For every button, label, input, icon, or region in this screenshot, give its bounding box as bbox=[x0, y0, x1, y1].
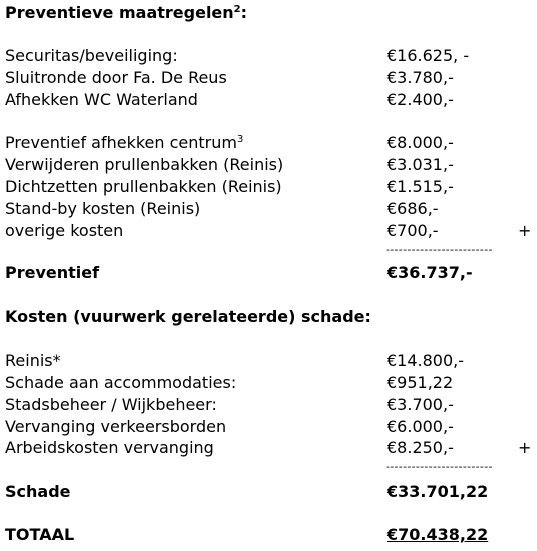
sum-separator: ------------------------- bbox=[386, 460, 493, 473]
cost-amount: €700,- bbox=[387, 221, 439, 240]
subtotal-label: Schade bbox=[5, 482, 71, 501]
cost-amount: €3.700,- bbox=[387, 395, 454, 414]
plus-sign: + bbox=[518, 221, 532, 240]
cost-row bbox=[5, 45, 535, 67]
cost-row bbox=[5, 220, 535, 242]
sum-separator: ------------------------- bbox=[386, 243, 493, 256]
plus-sign: + bbox=[518, 438, 532, 457]
subtotal-row-preventive bbox=[5, 262, 535, 284]
cost-row bbox=[5, 416, 535, 438]
cost-label: Afhekken WC Waterland bbox=[5, 90, 198, 109]
cost-amount: €14.800,- bbox=[387, 351, 465, 370]
cost-label: Vervanging verkeersborden bbox=[5, 417, 227, 436]
footnote-marker: 3 bbox=[236, 134, 244, 145]
cost-row bbox=[5, 437, 535, 459]
cost-amount: €1.515,- bbox=[387, 177, 454, 196]
section-damage-title: Kosten (vuurwerk gerelateerde) schade: bbox=[5, 307, 371, 326]
subtotal-label: Preventief bbox=[5, 263, 100, 282]
cost-row bbox=[5, 89, 535, 111]
cost-amount: €16.625, - bbox=[387, 46, 470, 65]
section-preventive-title: Preventieve maatregelen$^2$: bbox=[5, 3, 248, 22]
cost-amount: €8.000,- bbox=[387, 133, 454, 152]
cost-label: Dichtzetten prullenbakken (Reinis) bbox=[5, 177, 282, 196]
cost-label: Verwijderen prullenbakken (Reinis) bbox=[5, 155, 284, 174]
cost-label: overige kosten bbox=[5, 221, 124, 240]
cost-label: Stadsbeheer / Wijkbeheer: bbox=[5, 395, 217, 414]
cost-amount: €6.000,- bbox=[387, 417, 454, 436]
subtotal-amount: €33.701,22 bbox=[387, 482, 489, 501]
cost-amount: €3.780,- bbox=[387, 68, 454, 87]
cost-row bbox=[5, 67, 535, 89]
cost-amount: €8.250,- bbox=[387, 438, 454, 457]
cost-row bbox=[5, 176, 535, 198]
cost-label: Arbeidskosten vervanging bbox=[5, 438, 214, 457]
cost-row bbox=[5, 350, 535, 372]
total-amount: €70.438,22 bbox=[387, 525, 489, 544]
cost-amount: €951,22 bbox=[387, 373, 454, 392]
subtotal-amount: €36.737,- bbox=[387, 263, 473, 282]
cost-row bbox=[5, 394, 535, 416]
total-label: TOTAAL bbox=[5, 525, 75, 544]
cost-label: Schade aan accommodaties: bbox=[5, 373, 237, 392]
cost-amount: €3.031,- bbox=[387, 155, 454, 174]
cost-row bbox=[5, 198, 535, 220]
cost-label: Sluitronde door Fa. De Reus bbox=[5, 68, 227, 87]
cost-label: Reinis* bbox=[5, 351, 61, 370]
cost-row bbox=[5, 372, 535, 394]
cost-row bbox=[5, 132, 535, 154]
cost-label: Securitas/beveiliging: bbox=[5, 46, 178, 65]
cost-row bbox=[5, 154, 535, 176]
total-row bbox=[5, 524, 535, 546]
cost-amount: €2.400,- bbox=[387, 90, 454, 109]
cost-label: Preventief afhekken centrum bbox=[5, 133, 237, 152]
cost-amount: €686,- bbox=[387, 199, 439, 218]
cost-label: Stand-by kosten (Reinis) bbox=[5, 199, 201, 218]
subtotal-row-damage bbox=[5, 481, 535, 503]
